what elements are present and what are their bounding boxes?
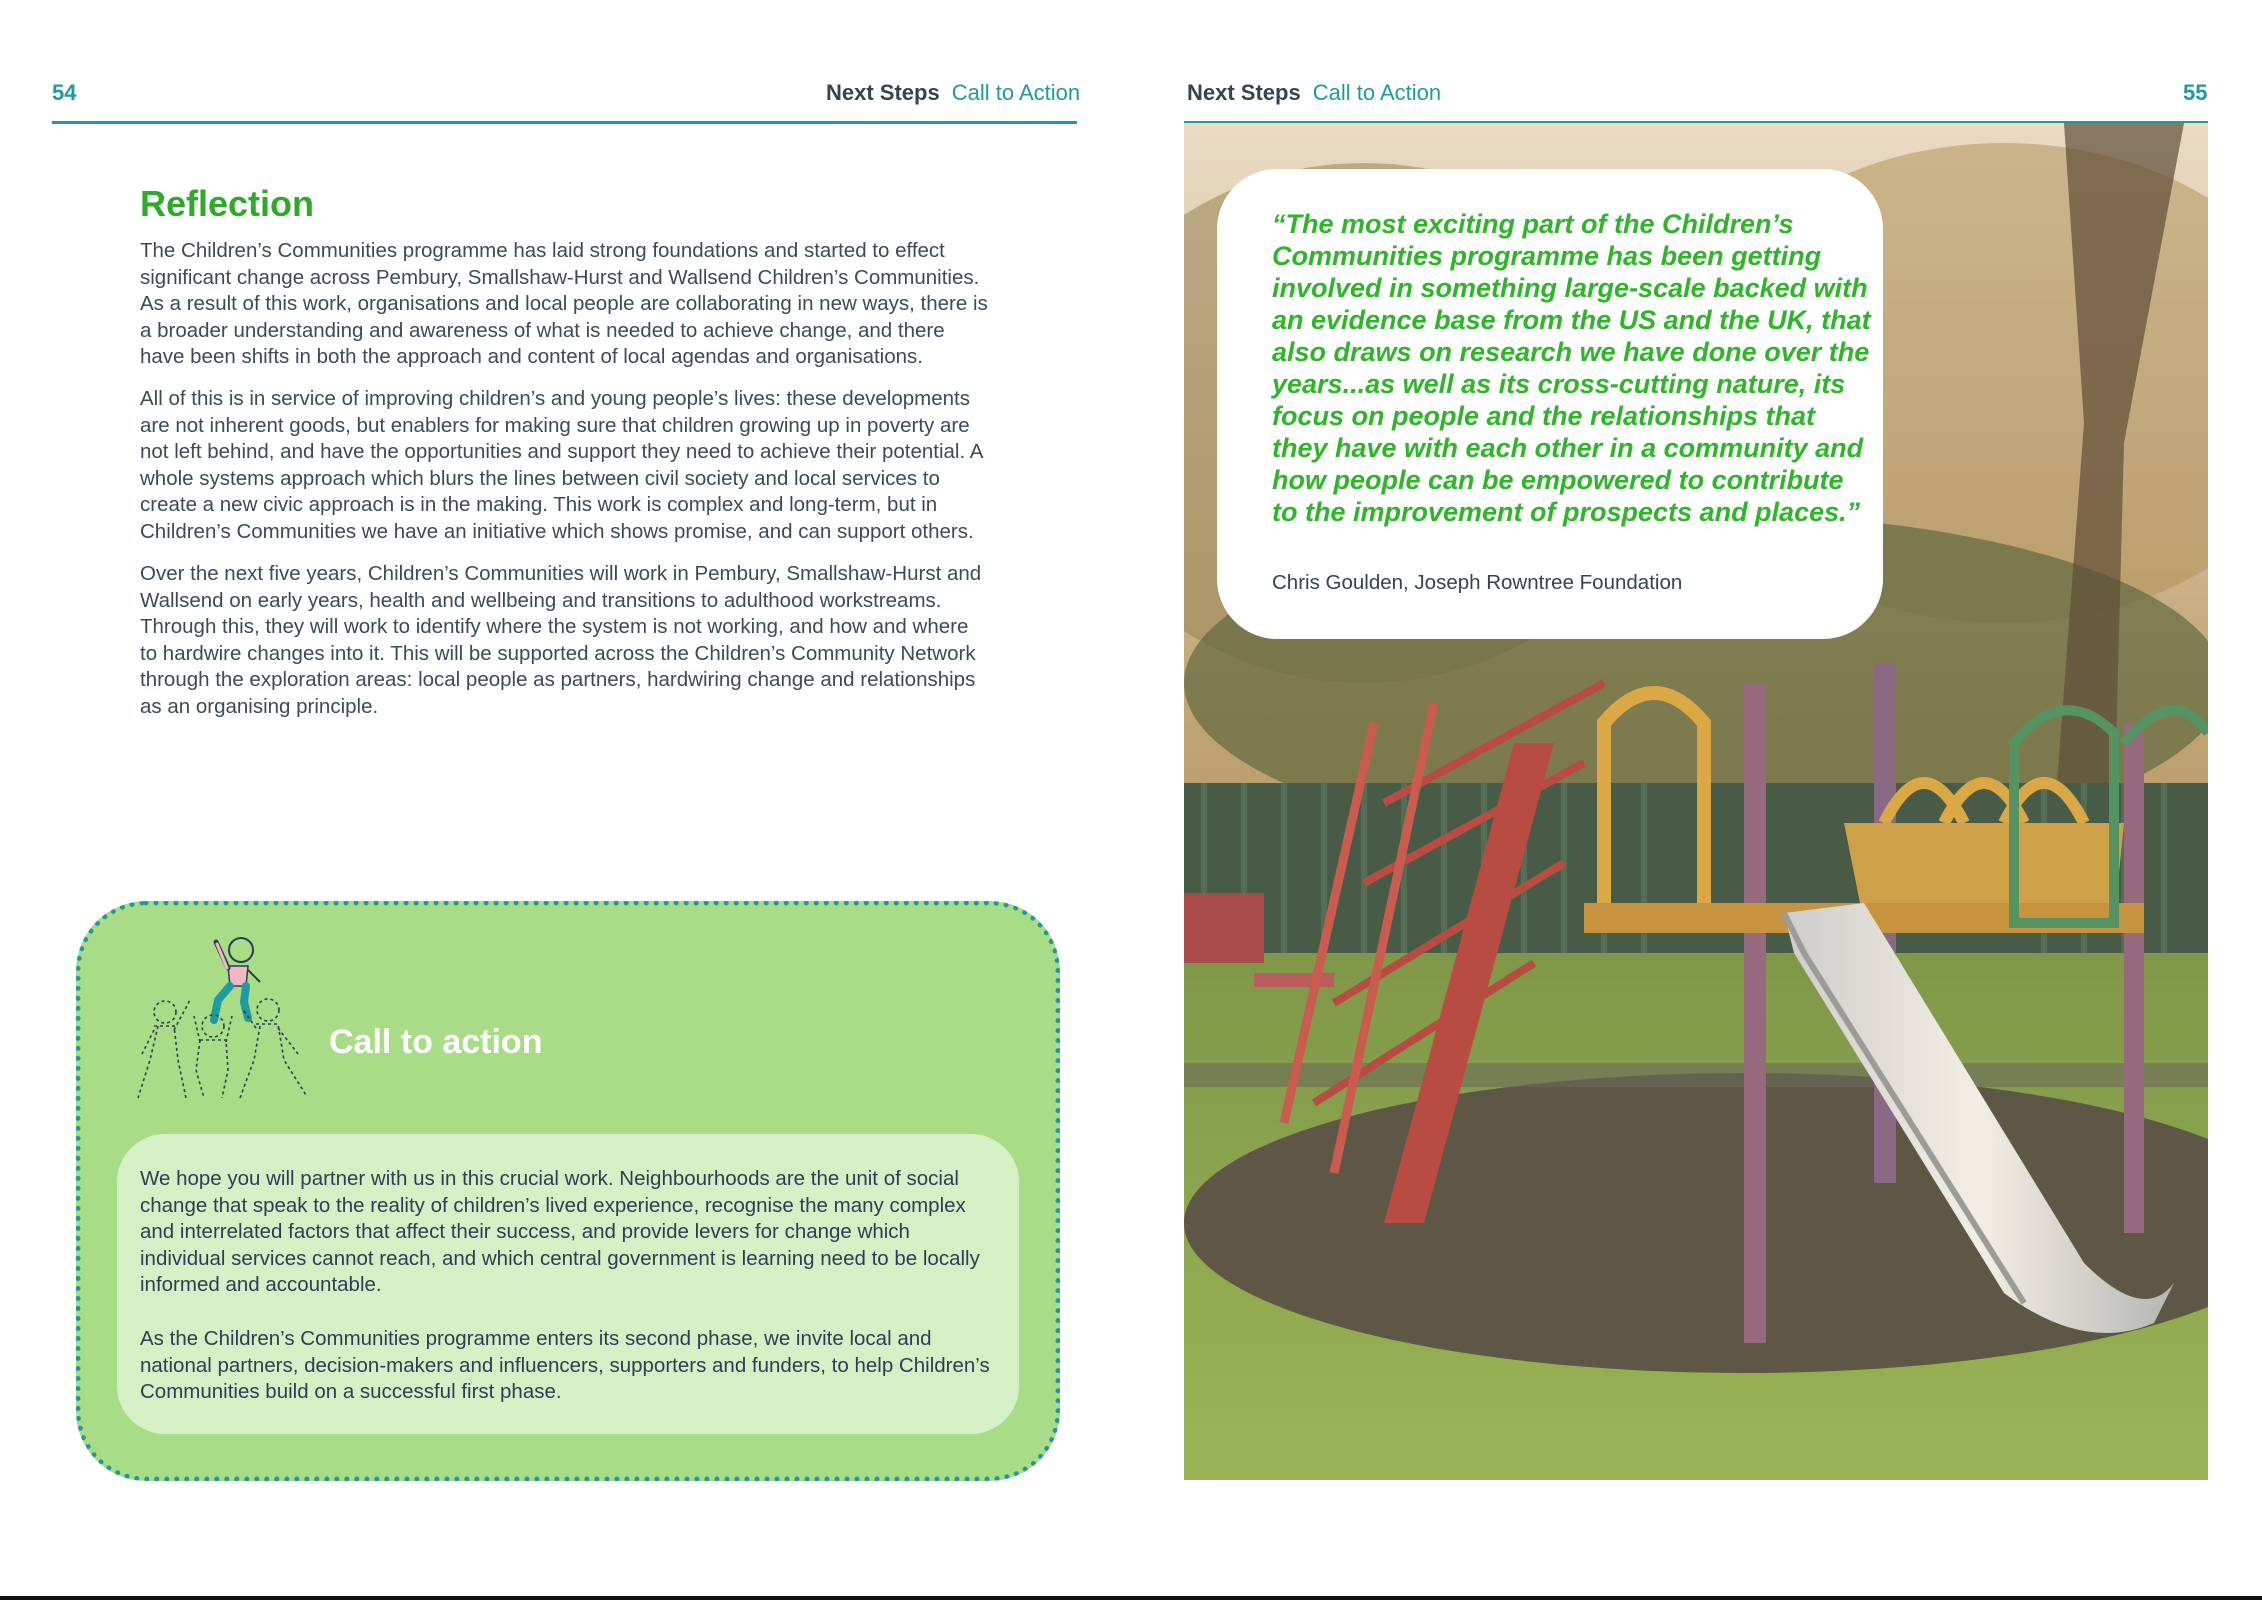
reflection-heading: Reflection xyxy=(140,183,315,224)
quote-attribution: Chris Goulden, Joseph Rowntree Foundation xyxy=(1272,571,1683,594)
header-title: Call to Action xyxy=(1312,80,1442,105)
reflection-paragraph-3: Over the next five years, Children’s Communities will work in Pembury, Smallshaw-Hurst and Wallsend on early years, health and wellbeing and transitions to adulthood workstreams. Through this, they will work to identify where the system is not working, and how and where to hardwire changes into it. This will be supported across the Children’s Community Network through the exploration areas: local people as partners, hardwiring change and relationships as an organising principle. xyxy=(140,562,982,718)
call-to-action-paragraph-2: As the Children’s Communities programme enters its second phase, we invite local and national partners, decision-makers and influencers, supporters and funders, to help Children’s Communities build on a successful first phase. xyxy=(140,1327,990,1403)
header-rule-left xyxy=(52,121,1077,124)
running-header-right xyxy=(1187,80,1441,106)
header-title: Call to Action xyxy=(951,80,1081,105)
bottom-border xyxy=(0,1596,2262,1600)
header-section: Next Steps xyxy=(826,80,940,105)
call-to-action-paragraph-1: We hope you will partner with us in this crucial work. Neighbourhoods are the unit of social change that speak to the reality of children’s lived experience, recognise the many complex and interrelated factors that affect their success, and provide levers for change which individual services cannot reach, and which central government is learning need to be locally informed and accountable. xyxy=(140,1167,980,1296)
pull-quote: “The most exciting part of the Children’s Communities programme has been getting involved in something large-scale backed with an evidence base from the US and the UK, that also draws on research we have done over the years...as well as its cross-cutting nature, its focus on people and the relationships that they have with each other in a community and how people can be empowered to contribute to the improvement of prospects and places.” xyxy=(1272,209,1871,527)
call-to-action-title: Call to action xyxy=(329,1023,543,1061)
header-section: Next Steps xyxy=(1187,80,1301,105)
running-header-left xyxy=(826,80,1080,106)
people-lifting-child-icon xyxy=(128,930,328,1105)
reflection-paragraph-2: All of this is in service of improving children’s and young people’s lives: these developments are not inherent goods, but enablers for making sure that children growing up in poverty are not left behind, and have the opportunities and support they need to achieve their potential. A whole systems approach which blurs the lines between civil society and local services to create a new civic approach is in the making. This work is complex and long-term, but in Children’s Communities we have an initiative which shows promise, and can support others. xyxy=(140,387,983,543)
reflection-paragraph-1: The Children’s Communities programme has laid strong foundations and started to effect significant change across Pembury, Smallshaw-Hurst and Wallsend Children’s Communities. As a result of this work, organisations and local people are collaborating in new ways, there is a broader understanding and awareness of what is needed to achieve change, and there have been shifts in both the approach and content of local agendas and organisations. xyxy=(140,239,988,368)
page-number-right: 55 xyxy=(2183,80,2208,105)
page-number-left: 54 xyxy=(52,80,77,105)
